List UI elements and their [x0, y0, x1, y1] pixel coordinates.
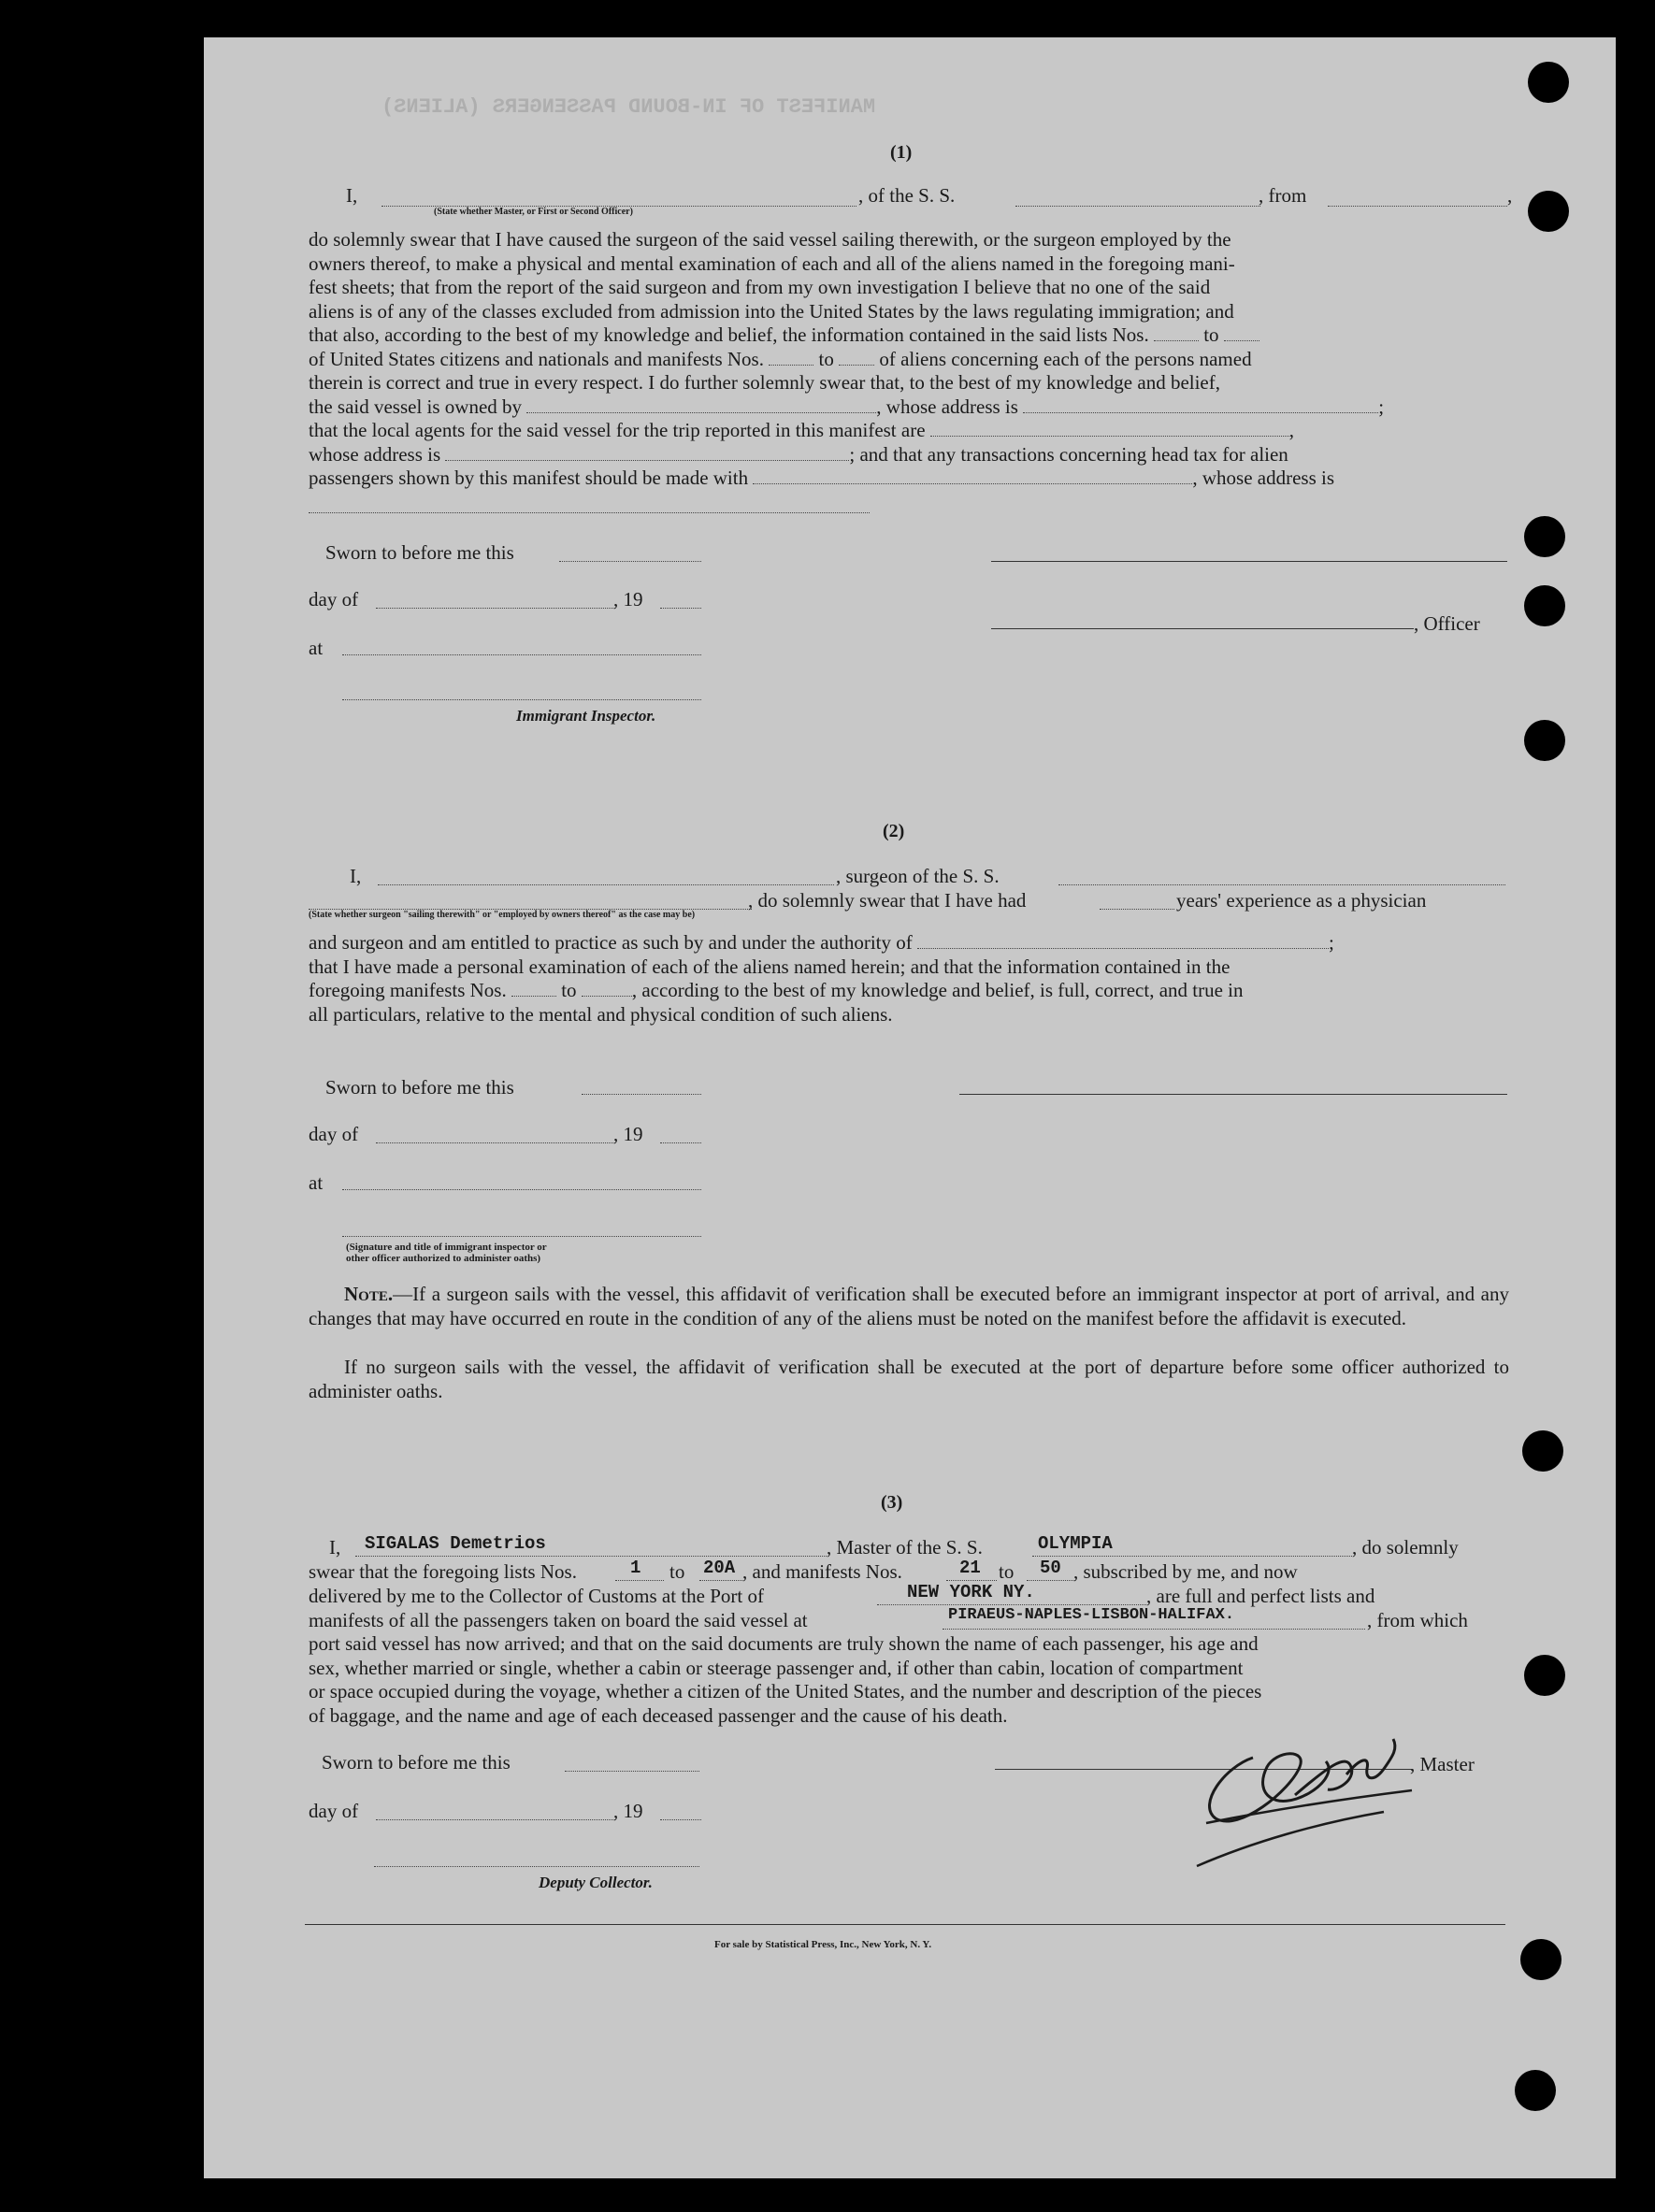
punch-hole [1528, 191, 1569, 232]
s3-port: NEW YORK NY. [907, 1582, 1035, 1602]
section-1-heading: (1) [890, 142, 913, 163]
s3-line8: of baggage, and the name and age of each deceased passenger and the cause of his death. [309, 1703, 1008, 1727]
s3-master-of: , Master of the S. S. [827, 1536, 983, 1558]
s3-line6: sex, whether married or single, whether a cabin or steerage passenger and, if other than cabin, location of compartment [309, 1656, 1244, 1679]
s3-nineteen: , 19 [613, 1800, 643, 1822]
s2-state-note: (State whether surgeon "sailing therewith" or "employed by owners thereof" as the case may be) [309, 910, 696, 920]
s3-day-of: day of [309, 1800, 359, 1822]
s3-list-from: 1 [630, 1558, 641, 1578]
punch-hole [1528, 62, 1569, 103]
s1-day-of: day of [309, 588, 359, 610]
s1-line1: do solemnly swear that I have caused the surgeon of the said vessel sailing therewith, or the surgeon employed by the [309, 228, 1231, 251]
s1-line9: that the local agents for the said vessel for the trip reported in this manifest are [309, 419, 926, 441]
s2-note-paragraph-2: If no surgeon sails with the vessel, the affidavit of verification shall be executed at the port of departure before some officer authorized to administer oaths. [309, 1356, 1509, 1402]
s1-line6c: of aliens concerning each of the persons named [879, 347, 1252, 370]
s3-ship-name: OLYMPIA [1038, 1533, 1113, 1554]
s2-note-label: Note. [344, 1283, 394, 1305]
s2-line2a: and surgeon and am entitled to practice as such by and under the authority of [309, 931, 913, 954]
s2-sig-note-1: (Signature and title of immigrant inspector or [346, 1242, 547, 1253]
punch-hole [1524, 720, 1565, 761]
s1-line10b: ; and that any transactions concerning head tax for alien [849, 442, 1288, 466]
s1-line5a: that also, according to the best of my knowledge and belief, the information contained in the said lists Nos. [309, 323, 1149, 346]
s3-master-label: , Master [1410, 1753, 1475, 1775]
s1-nineteen: , 19 [613, 588, 643, 610]
s2-line3: that I have made a personal examination of each of the aliens named herein; and that the information contained in the [309, 955, 1230, 978]
master-signature [1187, 1702, 1431, 1879]
s2-line4b: to [561, 979, 577, 1001]
s3-line3a: delivered by me to the Collector of Customs at the Port of [309, 1585, 764, 1607]
punch-hole [1515, 2070, 1556, 2111]
punch-hole [1520, 1939, 1561, 1980]
s3-line7: or space occupied during the voyage, whether a citizen of the United States, and the number and description of the pieces [309, 1680, 1262, 1702]
s3-route: PIRAEUS-NAPLES-LISBON-HALIFAX. [948, 1606, 1235, 1624]
s3-line4a: manifests of all the passengers taken on board the said vessel at [309, 1609, 808, 1631]
s3-line5: port said vessel has now arrived; and that on the said documents are truly shown the name of each passenger, his age and [309, 1632, 1259, 1655]
s2-at: at [309, 1171, 324, 1194]
document-page: MANIFEST OF IN-BOUND PASSENGERS (ALIENS) (1) I, , of the S. S. , from , (State whether Master, or First or Second Officer) do solemnly swear that I have caused the surgeon of the said vessel sailing therewith, or the surgeon employed by the owners thereof, to make a physical and mental examination of each and all of the aliens named in the foregoing mani- fest sheets; that from the report of the said surgeon and from my own investigation I believe that no one of the said aliens is of any of the classes excluded from admission into the United States by the laws regulating immigration; and that also, according to the best of my knowledge and belief, the information contained in the said lists Nos. to of United States citizens and nationals and manifests Nos. to of aliens concerning each of the persons named therein is correct and true in every respect. I do further solemnly swear that, to the best of my knowledge and belief, the said vessel is owned by , whose address is ; that the local agents for the said vessel for the trip reported in this manifest are , whose address is ; and that any transactions concerning head tax for alien passengers shown by this manifest should be made with , whose address is Sworn to before me this day of , 19 , Officer at Immigrant Inspector. (2) I, , surgeon of the S. S. , do solemnly swear that I have had years' experience as a physician (State whether surgeon "sailing therewith" or "employed by owners thereof" as the case may be) and surgeon and am entitled to practice as such by and under the authority of ; that I have made a personal examination of each of the aliens named herein; and that the information contained in the foregoing manifests Nos. to , according to the best of my knowledge and belief, is full, correct, and true in all particulars, relative to the mental and physical condition of such aliens. Sworn to before me this day of , 19 at (Signature and title of immigrant inspector or other officer authorized to administer oaths) Note.—If a surgeon sails with the vessel, this affidavit of verification shall be executed before an immigrant inspector at port of arrival, and any changes that may have occurred en route in the condition of any of the aliens must be noted on the manifest before the affidavit is executed. If no surgeon sails with the vessel, the affidavit of verification shall be executed at the port of departure before some officer authorized to administer oaths. (3) I, SIGALAS Demetrios , Master of the S. S. OLYMPIA , do solemnly swear that the foregoing lists Nos. 1 to 20A , and manifests Nos. 21 to 50 , subscribed by me, and now delivered by me to the Collector of Customs at the Port of NEW YORK NY. , are full and perfect lists and manifests of all the passengers taken on board the said vessel at PIRAEUS-NAPLES-LISBON-HALIFAX. , from which port said vessel has now arrived; and that on the said documents are truly shown the name of each passenger, his age and sex, whether married or single, whether a cabin or steerage passenger and, if other than cabin, location of compartment or space occupied during the voyage, whether a citizen of the United States, and the number and description of the pieces of baggage, and the name and age of each deceased passenger and the cause of his death. Sworn to before me this , Master day of , 19 Deputy Collector. For sale by Statistical Press, Inc., New York, N. Y. [204, 37, 1616, 2178]
s2-years: years' experience as a physician [1176, 889, 1427, 912]
s3-manifest-from: 21 [959, 1558, 981, 1578]
s1-line10a: whose address is [309, 442, 441, 466]
s1-line7: therein is correct and true in every respect. I do further solemnly swear that, to the best of my knowledge and belief, [309, 371, 1220, 394]
s3-line4b: , from which [1367, 1609, 1468, 1631]
s2-nineteen: , 19 [613, 1123, 643, 1145]
s1-from: , from [1259, 184, 1307, 207]
s3-do-solemnly: , do solemnly [1352, 1536, 1459, 1558]
s3-to-2: to [999, 1560, 1015, 1583]
punch-hole [1524, 585, 1565, 626]
s3-sworn: Sworn to before me this [322, 1751, 511, 1774]
s2-surgeon-ss: , surgeon of the S. S. [836, 865, 1000, 887]
s2-line4c: , according to the best of my knowledge and belief, is full, correct, and true in [631, 979, 1244, 1001]
s1-line5b: to [1203, 323, 1219, 346]
bleed-through-header: MANIFEST OF IN-BOUND PASSENGERS (ALIENS) [381, 95, 876, 119]
footer-printer: For sale by Statistical Press, Inc., New York, N. Y. [714, 1939, 932, 1950]
s1-of-ss: , of the S. S. [858, 184, 956, 207]
s2-line5: all particulars, relative to the mental and physical condition of such aliens. [309, 1002, 893, 1026]
s3-to-1: to [669, 1560, 685, 1583]
s2-line4a: foregoing manifests Nos. [309, 979, 507, 1001]
s3-line2c: , subscribed by me, and now [1073, 1560, 1298, 1583]
s1-line6b: to [818, 347, 834, 370]
s3-master-name: SIGALAS Demetrios [365, 1533, 546, 1554]
s2-note-text: —If a surgeon sails with the vessel, this affidavit of verification shall be executed before an immigrant inspector at port of arrival, and any changes that may have occurred en route in the condition of any of the aliens must be noted on the manifest before the affidavit is executed. [309, 1283, 1509, 1329]
punch-hole [1522, 1430, 1563, 1472]
s3-deputy-collector: Deputy Collector. [539, 1874, 653, 1891]
s1-sworn: Sworn to before me this [325, 541, 514, 564]
punch-hole [1524, 1655, 1565, 1696]
s1-line2: owners thereof, to make a physical and mental examination of each and all of the aliens named in the foregoing mani- [309, 251, 1235, 275]
s3-list-to: 20A [703, 1558, 736, 1578]
s3-line2a: swear that the foregoing lists Nos. [309, 1560, 577, 1583]
s1-line3: fest sheets; that from the report of the said surgeon and from my own investigation I believe that no one of the said [309, 276, 1211, 298]
s3-line3b: , are full and perfect lists and [1146, 1585, 1375, 1607]
s1-line4: aliens is of any of the classes excluded from admission into the United States by the laws regulating immigration; and [309, 299, 1234, 323]
s3-line2b: , and manifests Nos. [742, 1560, 902, 1583]
s1-line11b: , whose address is [1192, 467, 1335, 489]
punch-hole [1524, 516, 1565, 557]
s2-day-of: day of [309, 1123, 359, 1145]
s2-sworn: Sworn to before me this [325, 1076, 514, 1099]
s1-state-note: (State whether Master, or First or Second Officer) [434, 207, 633, 217]
s3-i: I, [329, 1536, 341, 1558]
s1-officer: , Officer [1414, 612, 1480, 635]
s1-line6a: of United States citizens and nationals and manifests Nos. [309, 347, 764, 370]
s1-at: at [309, 637, 324, 659]
s1-immigrant-inspector: Immigrant Inspector. [516, 707, 656, 725]
s1-line8b: , whose address is [876, 395, 1018, 418]
s2-sig-note-2: other officer authorized to administer oaths) [346, 1253, 541, 1264]
s3-manifest-to: 50 [1040, 1558, 1061, 1578]
section-2-heading: (2) [883, 821, 905, 841]
s1-line11a: passengers shown by this manifest should be made with [309, 467, 749, 489]
section-3-heading: (3) [881, 1492, 903, 1513]
s1-line8a: the said vessel is owned by [309, 395, 523, 418]
s2-note-paragraph [309, 1283, 1509, 1330]
s1-i: I, [346, 184, 358, 207]
s2-i: I, [350, 865, 362, 887]
s2-swear: , do solemnly swear that I have had [748, 889, 1027, 912]
